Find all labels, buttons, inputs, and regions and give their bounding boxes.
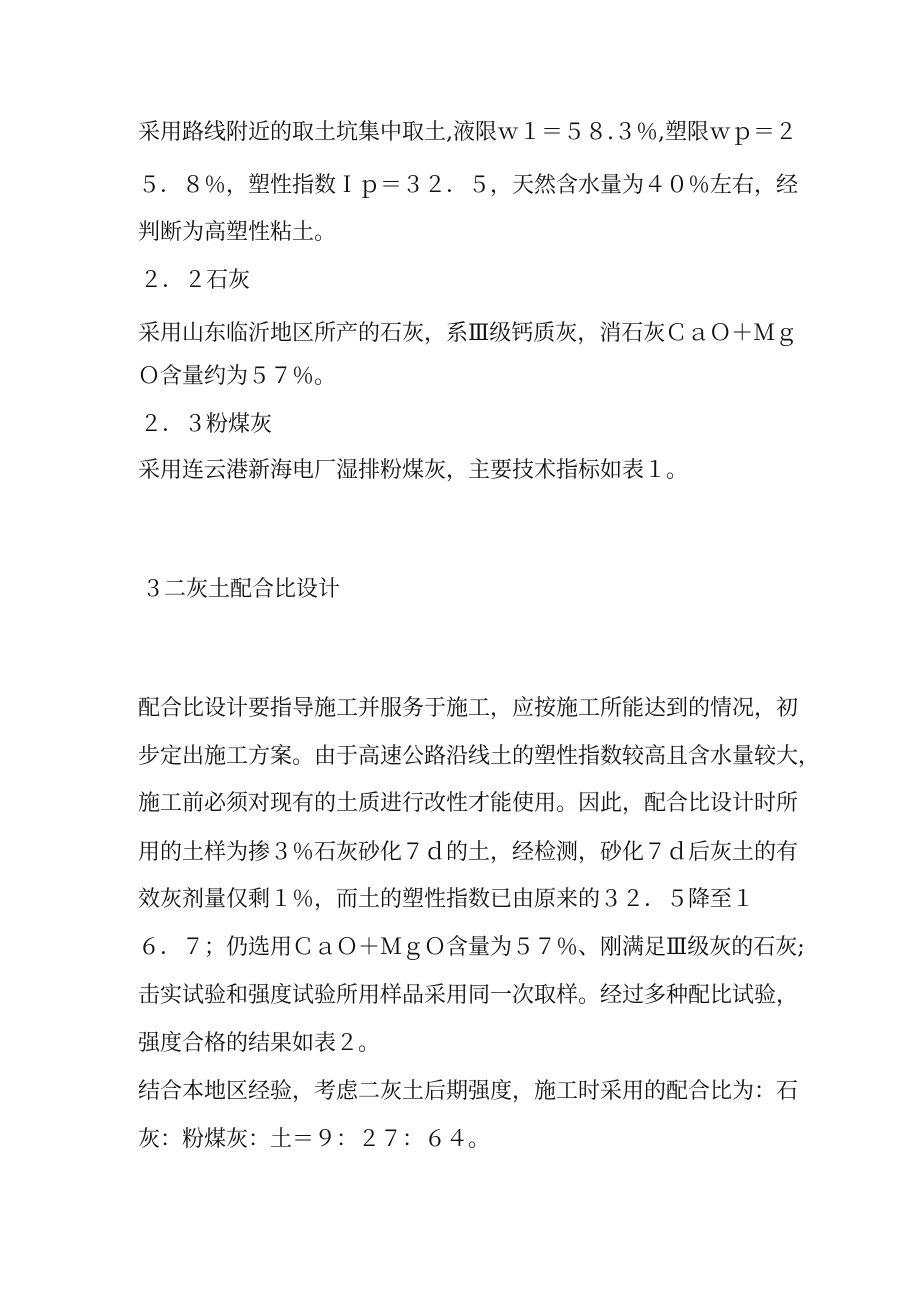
paragraph-mix-line-1: 配合比设计要指导施工并服务于施工，应按施工所能达到的情况，初 — [138, 696, 799, 721]
paragraph-fly-ash: 采用连云港新海电厂湿排粉煤灰，主要技术指标如表１。 — [138, 458, 689, 483]
section-heading-fly-ash: ２．３粉煤灰 — [140, 412, 273, 437]
paragraph-mix-line-6: ６．７；仍选用ＣａＯ＋ＭｇＯ含量为５７％、刚满足Ⅲ级灰的石灰; — [138, 935, 805, 960]
paragraph-soil-line-2: ５．８％，塑性指数Ｉｐ＝３２．５，天然含水量为４０％左右，经 — [138, 173, 799, 198]
paragraph-mix-line-8: 强度合格的结果如表２。 — [138, 1031, 381, 1056]
paragraph-ratio-line-1: 结合本地区经验，考虑二灰土后期强度，施工时采用的配合比为：石 — [138, 1079, 799, 1104]
paragraph-soil-line-3: 判断为高塑性粘土。 — [138, 220, 337, 245]
paragraph-mix-line-4: 用的土样为掺３％石灰砂化７ｄ的土，经检测，砂化７ｄ后灰土的有 — [138, 840, 799, 865]
paragraph-lime-line-1: 采用山东临沂地区所产的石灰，系Ⅲ级钙质灰，消石灰ＣａＯ＋Ｍｇ — [138, 321, 798, 346]
paragraph-mix-line-5: 效灰剂量仅剩１％，而土的塑性指数已由原来的３２．５降至１ — [138, 887, 755, 912]
paragraph-mix-line-2: 步定出施工方案。由于高速公路沿线土的塑性指数较高且含水量较大， — [138, 744, 821, 769]
paragraph-ratio-line-2: 灰：粉煤灰：土＝９：２７：６４。 — [138, 1127, 491, 1152]
section-heading-mix-design: ３二灰土配合比设计 — [142, 577, 341, 602]
paragraph-lime-line-2: Ｏ含量约为５７％。 — [138, 364, 337, 389]
paragraph-mix-line-3: 施工前必须对现有的土质进行改性才能使用。因此，配合比设计时所 — [138, 791, 799, 816]
paragraph-soil-line-1: 采用路线附近的取土坑集中取土,液限ｗ１＝５８.３％,塑限ｗｐ＝２ — [138, 120, 797, 145]
paragraph-mix-line-7: 击实试验和强度试验所用样品采用同一次取样。经过多种配比试验， — [138, 983, 799, 1008]
section-heading-lime: ２．２石灰 — [140, 268, 251, 293]
